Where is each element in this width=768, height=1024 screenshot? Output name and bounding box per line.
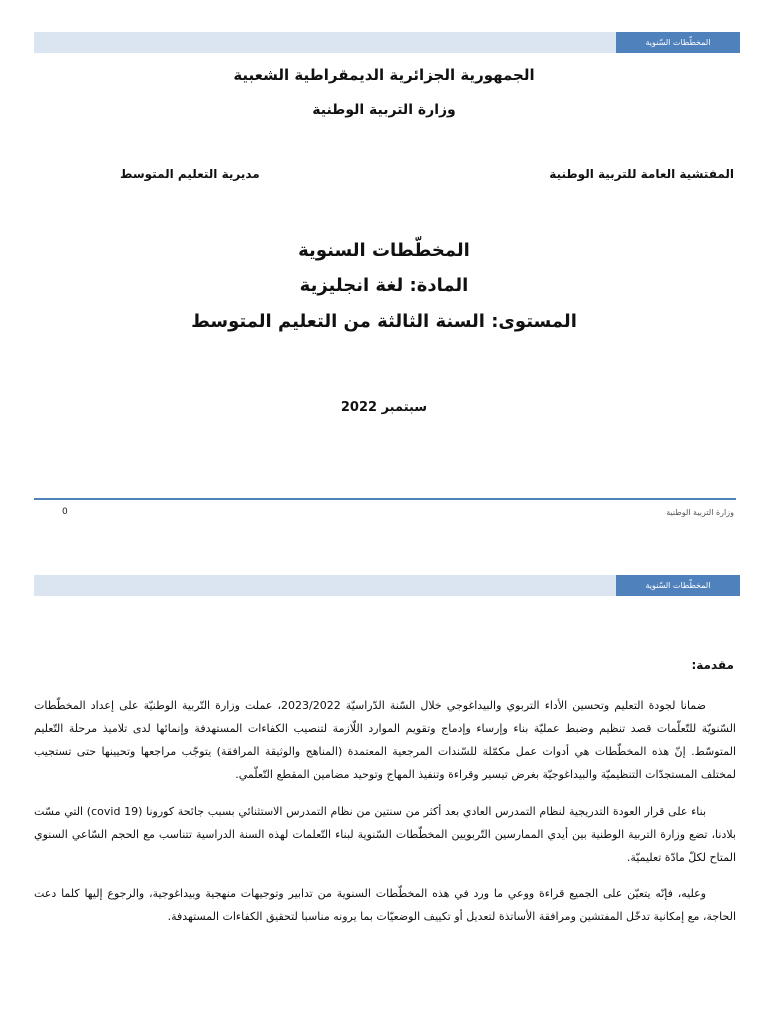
document-level: المستوى: السنة الثالثة من التعليم المتوسط bbox=[191, 311, 577, 332]
footer-ministry: وزارة التربية الوطنية bbox=[666, 508, 734, 517]
republic-title: الجمهورية الجزائرية الديمقراطية الشعبية bbox=[233, 66, 535, 84]
intro-paragraph-1: ضمانا لجودة التعليم وتحسين الأداء التربوي والبيداغوجي خلال السّنة الدّراسيّة 2023/2022، عملت وزارة التّربية الوطنيّة على إعداد المخطّطات السّنويّة للتّعلّمات قصد تنظيم وضبط عمليّة بناء وإرساء وإدماج وتقويم الموارد اللّازمة لتنصيب الكفاءات المستهدفة وإنمائها لدى تلاميذ مرحلة التّعليم المتوسّط. إنّ هذه المخطّطات هي أدوات عمل مكمّلة للسّندات المرجعية المعتمدة (المناهج والوثيقة المرافقة) يتوجّب مراجعها وتحيينها حتى تستجيب لمختلف المستجدّات التنظيميّة والبيداغوجيّة بغرض تيسير وقراءة وتنفيذ المهاج وتوحيد مضامين المقطع التّعلّمي. bbox=[34, 699, 736, 781]
header-band-page-2 bbox=[34, 575, 740, 596]
header-band-label: المخطّطات السّنوية bbox=[616, 32, 740, 53]
intro-paragraph-2: بناء على قرار العودة التدريجية لنظام التمدرس العادي بعد أكثر من سنتين من نظام التمدرس الاستثنائي بسبب جائحة كورونا (covid 19) التي مسّت بلادنا، تضع وزارة التربية الوطنية بين أيدي الممارسين التّربويين المخطّطات السّنوية لبناء التّعلمات لهذه السنة الدراسية تتناسب مع الحجم السّاعي السنوي المتاح لكلّ مادّة تعليميّة. bbox=[34, 805, 736, 864]
inspectorate-label: المفتشية العامة للتربية الوطنية bbox=[549, 167, 734, 181]
footer-divider bbox=[34, 498, 736, 500]
document-date: سبتمبر 2022 bbox=[340, 400, 428, 415]
intro-paragraph-3: وعليه، فإنّه يتعيّن على الجميع قراءة ووعي ما ورد في هذه المخطّطات السنوية من تدابير وتوجيهات منهجية وبيداغوجية، والرجوع إليها كلما دعت الحاجة، مع إمكانية تدخّل المفتشين ومرافقة الأساتذة لتعديل أو تكييف الوضعيّات بما يرونه مناسبا لتحقيق الكفاءات المستهدفة. bbox=[34, 887, 736, 923]
document-subject: المادة: لغة انجليزية bbox=[299, 275, 469, 296]
document-title: المخطّطات السنوية bbox=[298, 240, 470, 261]
page-number: 0 bbox=[62, 507, 68, 517]
header-band bbox=[34, 32, 740, 53]
ministry-title: وزارة التربية الوطنية bbox=[312, 102, 456, 118]
directorate-label: مديرية التعليم المتوسط bbox=[120, 167, 260, 181]
intro-heading: مقدمة: bbox=[691, 658, 734, 672]
header-band-label-page-2: المخطّطات السّنوية bbox=[616, 575, 740, 596]
